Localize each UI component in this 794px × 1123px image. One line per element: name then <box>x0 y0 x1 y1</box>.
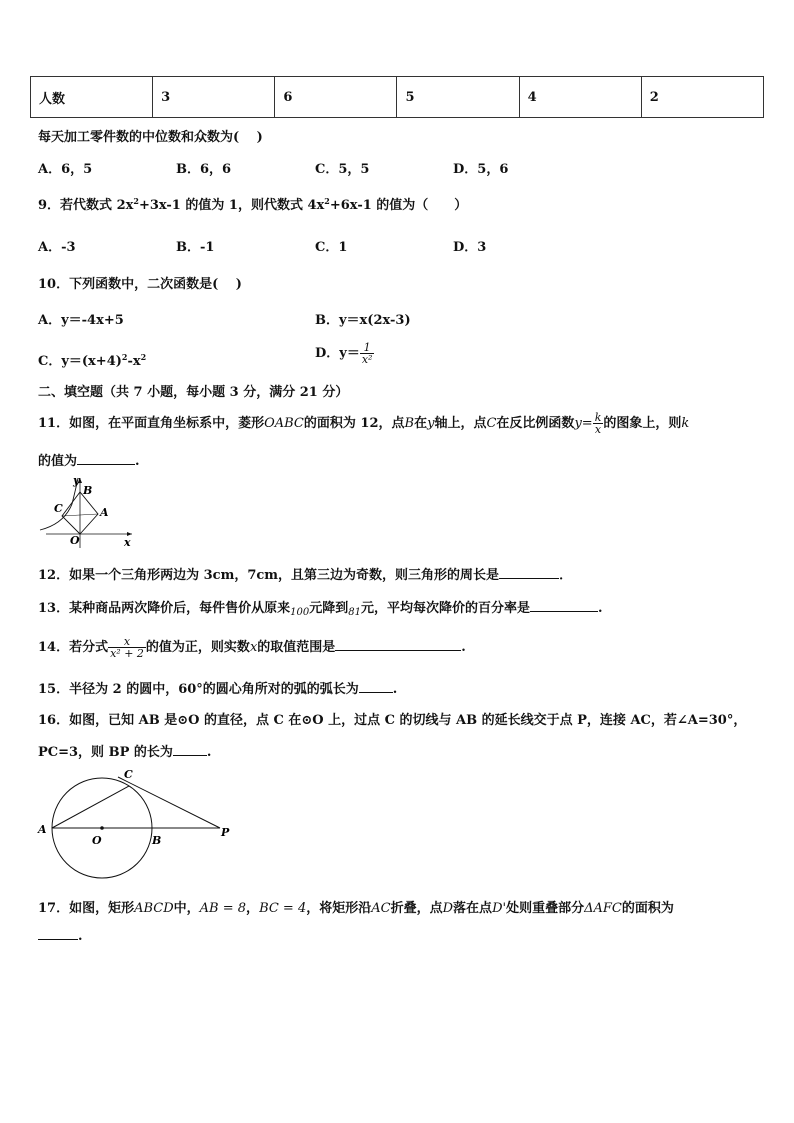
answer-blank <box>77 453 135 465</box>
answer-blank <box>359 681 393 693</box>
fig-label-p: P <box>221 826 230 839</box>
fig-label-b: B <box>152 834 162 847</box>
table-cell: 人数 <box>31 77 153 118</box>
fig-label-y: y <box>73 474 80 487</box>
table-cell: 6 <box>275 77 397 118</box>
table-cell: 2 <box>641 77 763 118</box>
data-table <box>30 76 764 118</box>
q9-stem: 9．若代数式 $2x^2+3x-1$ 的值为 1，则代数式 $4x^2+6x-1$ 的值为（ ） <box>38 196 468 213</box>
fraction: $\frac{k}{x}$ <box>594 411 602 436</box>
q14-stem: 14．若分式 $\frac{x}{\text{x² + 2}}$ 的值为正，则实数x的取值范围是 . <box>38 635 466 660</box>
q8-option-a: A．6，5 <box>38 162 93 177</box>
q9-option-b: B．-1 <box>176 240 215 255</box>
q10-option-a: A．y＝-4x+5 <box>38 313 124 328</box>
q17-line2: . <box>38 928 83 944</box>
q16-stem-line1: 16．如图，已知 AB 是⊙O 的直径，点 C 在⊙O 上，过点 C 的切线与 AB 的延长线交于点 P，连接 AC，若∠A=30°， <box>38 713 747 728</box>
q11-stem: 11．如图，在平面直角坐标系中，菱形OABC的面积为 12，点B在y轴上，点C在反比例函数y= $\frac{k}{x}$ 的图象上，则k <box>38 411 690 436</box>
q9-option-c: C．1 <box>315 240 348 255</box>
q17-stem: 17．如图，矩形ABCD中，AB = 8，BC = 4，将矩形沿AC折叠，点D落在点D'处则重叠部分ΔAFC的面积为 <box>38 901 674 916</box>
q11-line2: 的值为 . <box>38 454 140 469</box>
q16-circle-figure <box>34 764 238 882</box>
answer-blank <box>173 744 207 756</box>
fig-label-a: A <box>38 823 47 836</box>
q10-option-c: C．$y=(x+4)^2-x^2$ <box>38 352 147 369</box>
q8-option-c: C．5，5 <box>315 162 370 177</box>
answer-blank <box>38 928 78 940</box>
fig-label-c: C <box>54 502 63 515</box>
q10-option-d: D．y＝ $\frac{1}{\text{x²}}$ <box>315 341 373 366</box>
q8-option-b: B．6，6 <box>176 162 232 177</box>
q9-option-d: D．3 <box>453 240 487 255</box>
table-cell: 3 <box>153 77 275 118</box>
q11-rhombus-figure <box>36 474 136 550</box>
q10-stem: 10．下列函数中，二次函数是( ) <box>38 277 242 292</box>
q10-option-b: B．y＝x(2x-3) <box>315 313 411 328</box>
section-heading: 二、填空题（共 7 小题，每小题 3 分，满分 21 分） <box>38 385 349 400</box>
q8-option-d: D．5，6 <box>453 162 509 177</box>
fig-label-a: A <box>100 506 109 519</box>
fig-label-o: O <box>70 534 80 547</box>
answer-blank <box>335 639 461 651</box>
q13-stem: 13．某种商品两次降价后，每件售价从原来$_{100}$元降到$_{81}$元，平均每次降价的百分率是 . <box>38 601 603 618</box>
fig-label-o: O <box>92 834 102 847</box>
fig-label-b: B <box>83 484 93 497</box>
table-cell: 5 <box>397 77 519 118</box>
table-row <box>31 77 764 118</box>
q8-stem: 每天加工零件数的中位数和众数为( ) <box>38 130 263 145</box>
q12-stem: 12．如果一个三角形两边为 3cm，7cm，且第三边为奇数，则三角形的周长是 ． <box>38 568 573 583</box>
fig-label-c: C <box>124 768 133 781</box>
table-cell: 4 <box>519 77 641 118</box>
fraction: $\frac{x}{\text{x² + 2}}$ <box>110 635 144 660</box>
answer-blank <box>499 567 559 579</box>
fraction: $\frac{1}{\text{x²}}$ <box>361 341 373 366</box>
q9-option-a: A．-3 <box>38 240 76 255</box>
q16-stem-line2: PC=3，则 BP 的长为 . <box>38 745 212 760</box>
answer-blank <box>530 600 598 612</box>
fig-label-x: x <box>124 536 131 549</box>
q15-stem: 15．半径为 2 的圆中，60°的圆心角所对的弧的弧长为 . <box>38 682 398 697</box>
